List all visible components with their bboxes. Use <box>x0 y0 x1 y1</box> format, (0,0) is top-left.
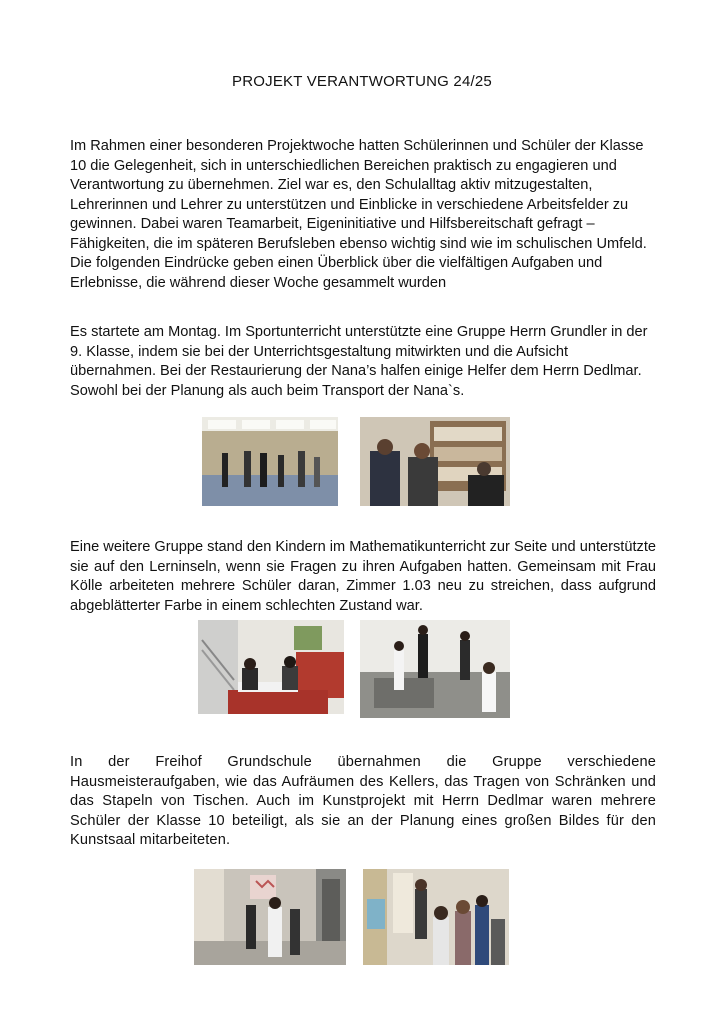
photo-learning-islands <box>198 620 344 714</box>
photo-nana-restoration <box>360 417 510 506</box>
math-paragraph: Eine weitere Gruppe stand den Kindern im Mathematikunterricht zur Seite und unterstützte sie auf den Lerninseln, wenn sie Fragen zu ihren Aufgaben hatten. Gemeinsam mit Frau Kölle arbeiteten mehrere Schüler daran, Zimmer 1.03 neu zu streichen, dass aufgrund abgeblätterter Farbe in einem schlechten Zustand war. <box>70 539 656 614</box>
page-title: PROJEKT VERANTWORTUNG 24/25 <box>232 73 492 90</box>
photo-school-hallway <box>194 869 346 965</box>
monday-paragraph: Es startete am Montag. Im Sportunterricht unterstützte eine Gruppe Herrn Grundler in der 9. Klasse, indem sie bei der Unterrichtsgestaltung mitwirkten und die Aufsicht übernahmen. Bei der Restaurierung der Nana’s halfen einige Helfer dem Herrn Dedlmar. Sowohl bei der Planung als auch beim Transport der Nana`s. <box>70 324 648 399</box>
photo-gym-class <box>202 417 338 506</box>
photo-art-project <box>363 869 509 965</box>
photo-painting-room <box>360 620 510 718</box>
grundschule-paragraph: In der Freihof Grundschule übernahmen die Gruppe verschiedene Hausmeisteraufgaben, wie das Aufräumen des Kellers, das Tragen von Schränken und das Stapeln von Tischen. Auch im Kunstprojekt mit Herrn Dedlmar waren mehrere Schüler der Klasse 10 beteiligt, als sie an der Planung eines großen Bildes für den Kunstsaal mitarbeiteten. <box>70 754 656 848</box>
intro-paragraph: Im Rahmen einer besonderen Projektwoche hatten Schülerinnen und Schüler der Klasse 10 die Gelegenheit, sich in unterschiedlichen Bereichen praktisch zu engagieren und Verantwortung zu übernehmen. Ziel war es, den Schulalltag aktiv mitzugestalten, Lehrerinnen und Lehrer zu unterstützen und Einblicke in verschiedene Arbeitsfelder zu gewinnen. Dabei waren Teamarbeit, Eigeninitiative und Hilfsbereitschaft gefragt – Fähigkeiten, die im späteren Berufsleben ebenso wichtig sind wie im schulischen Umfeld. Die folgenden Eindrücke geben einen Überblick über die vielfältigen Aufgaben und Erlebnisse, die während dieser Woche gesammelt wurden <box>70 138 647 291</box>
